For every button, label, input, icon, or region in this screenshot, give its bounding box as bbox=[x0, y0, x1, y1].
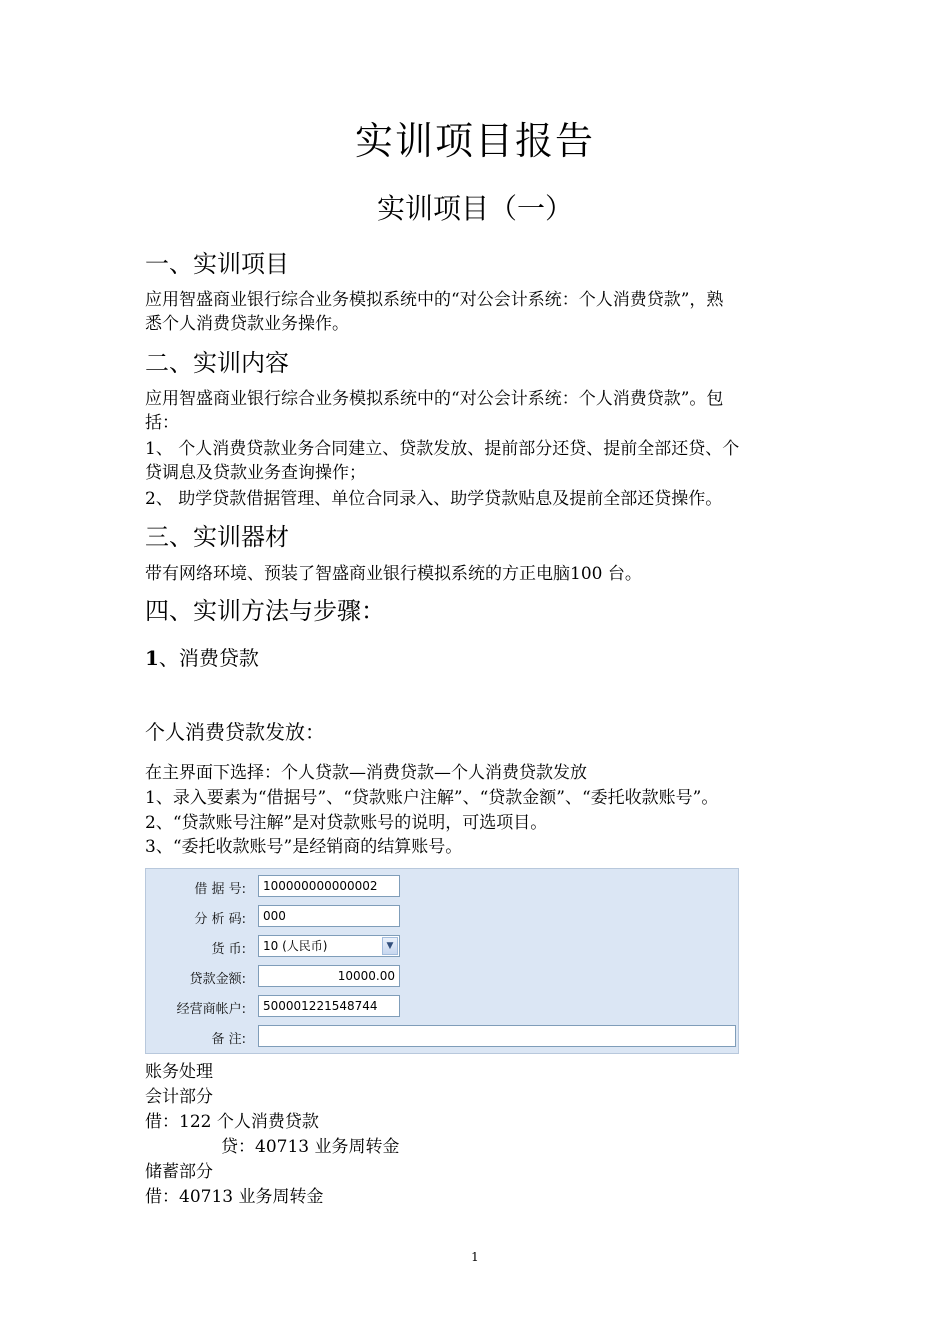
page-number: 1 bbox=[471, 1250, 479, 1264]
chevron-down-icon[interactable]: ▼ bbox=[382, 937, 398, 955]
currency-label: 货 币: bbox=[211, 942, 246, 957]
loan-amount-input[interactable]: 10000.00 bbox=[258, 965, 400, 987]
form-row-amount bbox=[146, 965, 738, 989]
credit-entry: 贷：40713 业务周转金 bbox=[221, 1137, 400, 1157]
paragraph: 在主界面下选择：个人贷款—消费贷款—个人消费贷款发放 bbox=[145, 763, 587, 783]
analysis-code-label: 分 析 码: bbox=[194, 912, 246, 927]
document-title: 实训项目报告 bbox=[354, 119, 595, 163]
list-item: 2、 助学贷款借据管理、单位合同录入、助学贷款贴息及提前全部还贷操作。 bbox=[145, 489, 723, 509]
paragraph: 带有网络环境、预装了智盛商业银行模拟系统的方正电脑100 台。 bbox=[145, 564, 642, 584]
section-heading-method: 四、实训方法与步骤： bbox=[145, 597, 385, 625]
analysis-code-input[interactable]: 000 bbox=[258, 905, 400, 927]
list-item: 1、录入要素为“借据号”、“贷款账户注解”、“贷款金额”、“委托收款账号”。 bbox=[145, 788, 719, 808]
paragraph: 悉个人消费贷款业务操作。 bbox=[145, 314, 349, 334]
subsection-heading: 个人消费贷款发放： bbox=[145, 720, 325, 744]
list-item: 1、 个人消费贷款业务合同建立、贷款发放、提前部分还贷、提前全部还贷、个 bbox=[145, 439, 740, 459]
form-row-dealer bbox=[146, 995, 738, 1019]
section-heading-content: 二、实训内容 bbox=[145, 349, 289, 377]
form-row-currency bbox=[146, 935, 738, 959]
dealer-account-label: 经营商帐户: bbox=[176, 1002, 246, 1017]
section-heading-project: 一、实训项目 bbox=[145, 250, 289, 278]
loan-amount-label: 贷款金额: bbox=[189, 972, 246, 987]
list-item: 2、“贷款账号注解”是对贷款账号的说明，可选项目。 bbox=[145, 813, 548, 833]
list-item: 3、“委托收款账号”是经销商的结算账号。 bbox=[145, 837, 463, 857]
debit-entry: 借：40713 业务周转金 bbox=[145, 1187, 324, 1207]
paragraph: 会计部分 bbox=[145, 1087, 213, 1107]
receipt-number-label: 借 据 号: bbox=[194, 882, 246, 897]
loan-form-screenshot bbox=[145, 868, 739, 1054]
list-item: 贷调息及贷款业务查询操作； bbox=[145, 463, 366, 483]
paragraph: 储蓄部分 bbox=[145, 1162, 213, 1182]
paragraph: 括： bbox=[145, 413, 179, 433]
form-row-analysis bbox=[146, 905, 738, 929]
paragraph: 应用智盛商业银行综合业务模拟系统中的“对公会计系统：个人消费贷款”，熟 bbox=[145, 290, 724, 310]
document-subtitle: 实训项目（一） bbox=[376, 192, 573, 225]
receipt-number-input[interactable]: 100000000000002 bbox=[258, 875, 400, 897]
subsection-label: 、消费贷款 bbox=[158, 646, 259, 670]
paragraph: 账务处理 bbox=[145, 1062, 213, 1082]
debit-entry: 借：122 个人消费贷款 bbox=[145, 1112, 319, 1132]
dealer-account-input[interactable]: 500001221548744 bbox=[258, 995, 400, 1017]
remark-label: 备 注: bbox=[211, 1032, 246, 1047]
section-heading-equipment: 三、实训器材 bbox=[145, 523, 289, 551]
subsection-heading bbox=[145, 646, 259, 670]
form-row-receipt bbox=[146, 875, 738, 899]
paragraph: 应用智盛商业银行综合业务模拟系统中的“对公会计系统：个人消费贷款”。包 bbox=[145, 389, 724, 409]
form-row-remark bbox=[146, 1025, 738, 1049]
subsection-number: 1 bbox=[145, 646, 159, 670]
remark-input[interactable] bbox=[258, 1025, 736, 1047]
currency-select[interactable] bbox=[258, 935, 400, 957]
currency-selected-value: 10 (人民币) bbox=[263, 939, 328, 953]
